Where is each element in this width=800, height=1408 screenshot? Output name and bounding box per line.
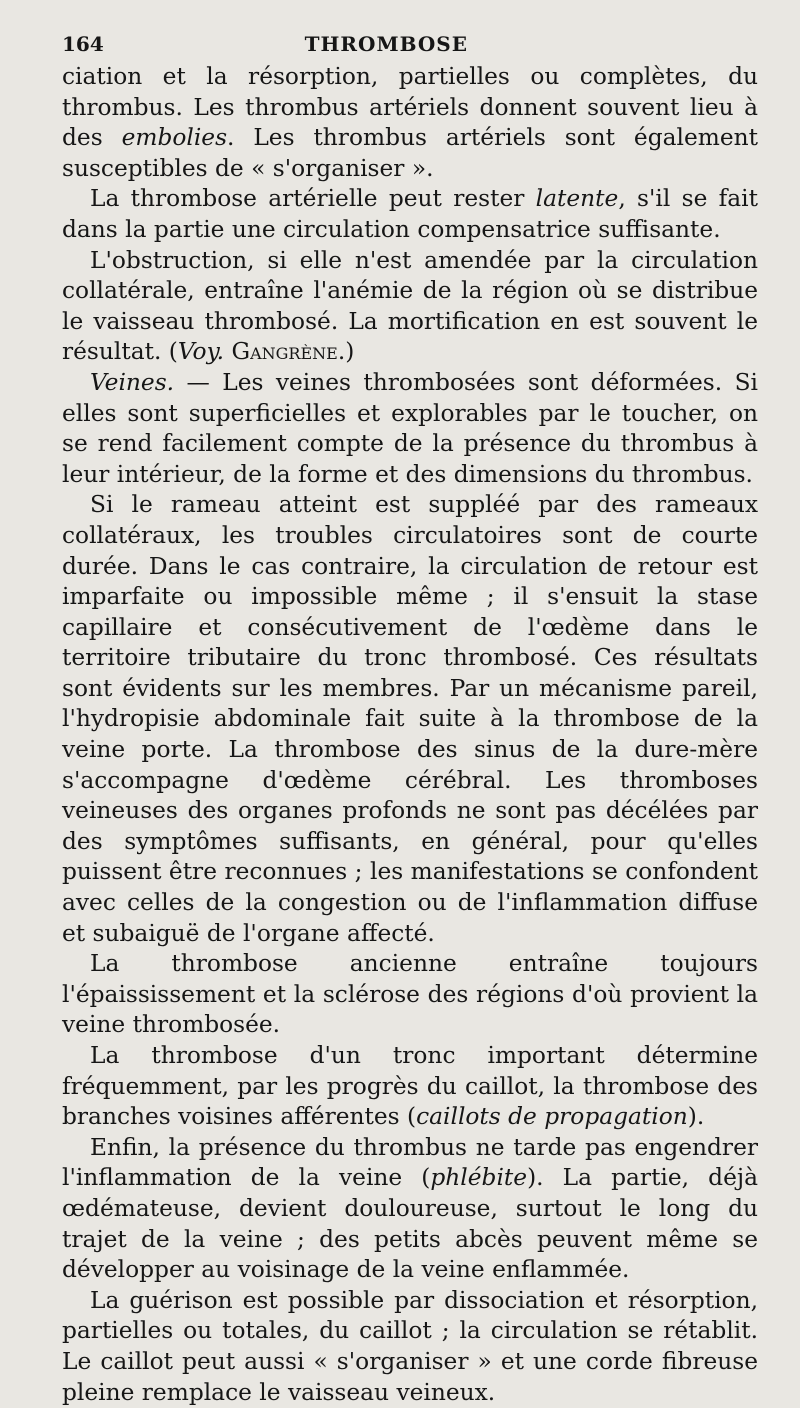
paragraph-3: L'obstruction, si elle n'est amendée par la circulation collatérale, entraîne l'anémie de la région où se distribue le vaisseau thrombosé. La mortification en est souvent le résultat. (Voy. Gangrène.)	[62, 246, 758, 366]
cross-ref-gangrene: Gangrène	[231, 338, 338, 366]
page-number: 164	[62, 32, 104, 56]
paragraph-9: La guérison est possible par dissociation et résorption, partielles ou totales, du caillot ; la circulation se rétablit. Le caillot peut aussi « s'organiser » et une corde fibreuse pleine remplace le vaisseau veineux.	[62, 1286, 758, 1406]
term-caillots-de-propagation: caillots de propagation	[416, 1103, 688, 1131]
term-embolies: embolies	[121, 124, 228, 152]
page-body	[62, 62, 758, 1408]
paragraph-4: Veines. — Les veines thrombosées sont déformées. Si elles sont superficielles et explorables par le toucher, on se rend facilement compte de la présence du thrombus à leur intérieur, de la forme et des dimensions du thrombus.	[62, 368, 758, 488]
paragraph-6: La thrombose ancienne entraîne toujours l'épaississement et la sclérose des régions d'où provient la veine thrombosée.	[62, 950, 758, 1039]
paragraph-8: Enfin, la présence du thrombus ne tarde pas engendrer l'inflammation de la veine (phlébite). La partie, déjà œdémateuse, devient douloureuse, surtout le long du trajet de la veine ; des petits abcès peuvent même se développer au voisinage de la veine enflammée.	[62, 1133, 758, 1284]
section-heading-veines: Veines.	[90, 368, 175, 396]
paragraph-7: La thrombose d'un tronc important détermine fréquemment, par les progrès du caillot, la thrombose des branches voisines afférentes (caillots de propagation).	[62, 1042, 758, 1131]
paragraph-1: ciation et la résorption, partielles ou complètes, du thrombus. Les thrombus artériels donnent souvent lieu à des embolies. Les thrombus artériels sont également susceptibles de « s'organiser ».	[62, 63, 759, 182]
voy-abbrev: Voy.	[177, 338, 225, 366]
term-phlebite: phlébite	[430, 1164, 528, 1192]
paragraph-5: Si le rameau atteint est suppléé par des rameaux collatéraux, les troubles circulatoires sont de courte durée. Dans le cas contraire, la circulation de retour est imparfaite ou impossible même ; il s'ensuit la stase capillaire et consécutivement de l'œdème dans le territoire tributaire du tronc thrombosé. Ces résultats sont évidents sur les membres. Par un mécanisme pareil, l'hydropisie abdominale fait suite à la thrombose de la veine porte. La thrombose des sinus de la dure-mère s'accompagne d'œdème cérébral. Les thromboses veineuses des organes profonds ne sont pas décélées par des symptômes suffisants, en général, pour qu'elles puissent être reconnues ; les manifestations se confondent avec celles de la congestion ou de l'inflammation diffuse et subaiguë de l'organe affecté.	[62, 491, 758, 947]
paragraph-2: La thrombose artérielle peut rester latente, s'il se fait dans la partie une circulation compensatrice suffisante.	[62, 185, 758, 243]
page-header	[62, 32, 758, 62]
term-latente: latente	[535, 185, 619, 213]
running-title: THROMBOSE	[304, 32, 468, 56]
